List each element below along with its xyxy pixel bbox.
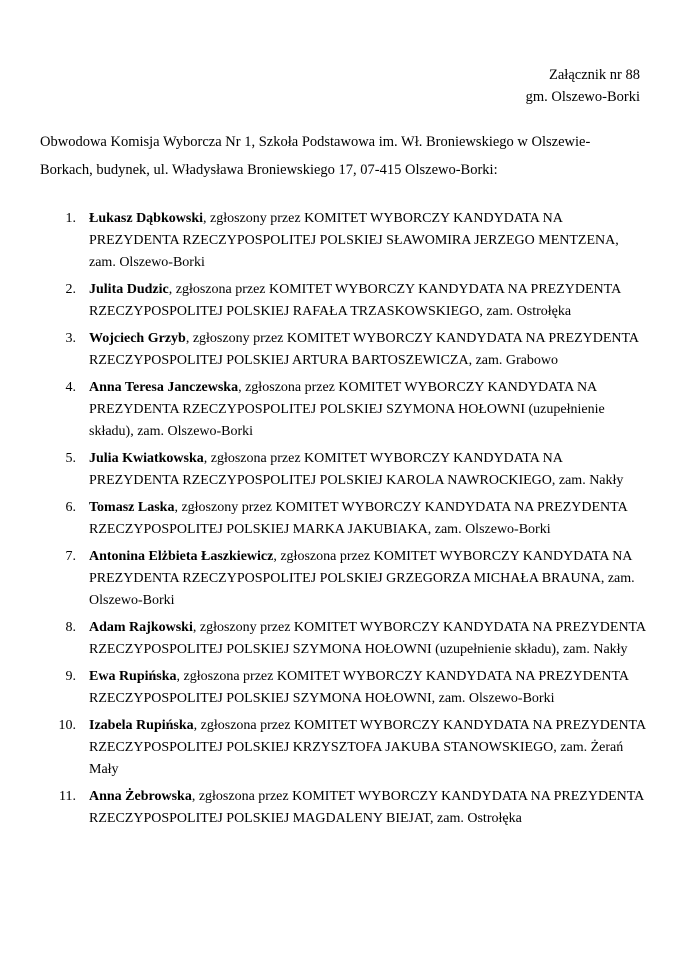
item-number: 3.	[65, 331, 76, 346]
item-text	[89, 328, 649, 372]
item-text	[89, 497, 649, 541]
list-item	[40, 279, 649, 323]
item-number: 11.	[59, 789, 76, 804]
item-text	[89, 377, 649, 443]
member-details: , zgłoszona przez KOMITET WYBORCZY KANDYDATA NA PREZYDENTA RZECZYPOSPOLITEJ POLSKIEJ GRZEGORZA MICHAŁA BRAUNA, zam. Olszewo-Borki	[89, 549, 635, 608]
member-name: Łukasz Dąbkowski	[89, 211, 203, 226]
member-name: Julia Kwiatkowska	[89, 451, 204, 466]
item-number: 5.	[65, 451, 76, 466]
item-number: 9.	[65, 669, 76, 684]
list-item	[40, 208, 649, 274]
item-text	[89, 666, 649, 710]
item-number: 7.	[65, 549, 76, 564]
document-header	[0, 64, 679, 108]
item-number: 4.	[65, 380, 76, 395]
member-details: , zgłoszona przez KOMITET WYBORCZY KANDYDATA NA PREZYDENTA RZECZYPOSPOLITEJ POLSKIEJ KRZYSZTOFA JAKUBA STANOWSKIEGO, zam. Żerań Mały	[89, 718, 646, 777]
list-item	[40, 617, 649, 661]
attachment-label: Załącznik nr 88	[549, 67, 640, 83]
member-details: , zgłoszony przez KOMITET WYBORCZY KANDYDATA NA PREZYDENTA RZECZYPOSPOLITEJ POLSKIEJ MARKA JAKUBIAKA, zam. Olszewo-Borki	[89, 500, 627, 537]
list-item	[40, 786, 649, 830]
item-text	[89, 279, 649, 323]
member-name: Wojciech Grzyb	[89, 331, 186, 346]
member-details: , zgłoszona przez KOMITET WYBORCZY KANDYDATA NA PREZYDENTA RZECZYPOSPOLITEJ POLSKIEJ SZYMONA HOŁOWNI, zam. Olszewo-Borki	[89, 669, 629, 706]
item-text	[89, 208, 649, 274]
municipality-label: gm. Olszewo-Borki	[525, 89, 640, 105]
item-number: 6.	[65, 500, 76, 515]
intro-paragraph: Obwodowa Komisja Wyborcza Nr 1, Szkoła Podstawowa im. Wł. Broniewskiego w Olszewie-Borkach, budynek, ul. Władysława Broniewskiego 17, 07-415 Olszewo-Borki:	[40, 134, 591, 178]
member-name: Anna Teresa Janczewska	[89, 380, 239, 395]
item-text	[89, 715, 649, 781]
member-name: Tomasz Laska	[89, 500, 175, 515]
list-item	[40, 377, 649, 443]
item-number: 1.	[65, 211, 76, 226]
item-number: 10.	[58, 718, 76, 733]
item-number: 8.	[65, 620, 76, 635]
member-details: , zgłoszony przez KOMITET WYBORCZY KANDYDATA NA PREZYDENTA RZECZYPOSPOLITEJ POLSKIEJ ARTURA BARTOSZEWICZA, zam. Grabowo	[89, 331, 639, 368]
member-details: , zgłoszona przez KOMITET WYBORCZY KANDYDATA NA PREZYDENTA RZECZYPOSPOLITEJ POLSKIEJ RAFAŁA TRZASKOWSKIEGO, zam. Ostrołęka	[89, 282, 621, 319]
item-text	[89, 448, 649, 492]
item-text	[89, 617, 649, 661]
member-name: Antonina Elżbieta Łaszkiewicz	[89, 549, 274, 564]
list-item	[40, 497, 649, 541]
member-list	[40, 208, 649, 830]
list-item	[40, 715, 649, 781]
item-text	[89, 786, 649, 830]
list-item	[40, 448, 649, 492]
member-name: Adam Rajkowski	[89, 620, 193, 635]
member-details: , zgłoszony przez KOMITET WYBORCZY KANDYDATA NA PREZYDENTA RZECZYPOSPOLITEJ POLSKIEJ SZYMONA HOŁOWNI (uzupełnienie składu), zam. Nakły	[89, 620, 646, 657]
list-item	[40, 666, 649, 710]
member-details: , zgłoszony przez KOMITET WYBORCZY KANDYDATA NA PREZYDENTA RZECZYPOSPOLITEJ POLSKIEJ SŁAWOMIRA JERZEGO MENTZENA, zam. Olszewo-Borki	[89, 211, 619, 270]
member-name: Izabela Rupińska	[89, 718, 194, 733]
member-details: , zgłoszona przez KOMITET WYBORCZY KANDYDATA NA PREZYDENTA RZECZYPOSPOLITEJ POLSKIEJ SZYMONA HOŁOWNI (uzupełnienie składu), zam. Olszewo-Borki	[89, 380, 605, 439]
member-name: Julita Dudzic	[89, 282, 169, 297]
member-details: , zgłoszona przez KOMITET WYBORCZY KANDYDATA NA PREZYDENTA RZECZYPOSPOLITEJ POLSKIEJ MAGDALENY BIEJAT, zam. Ostrołęka	[89, 789, 644, 826]
list-item	[40, 328, 649, 372]
item-number: 2.	[65, 282, 76, 297]
member-name: Ewa Rupińska	[89, 669, 177, 684]
list-item	[40, 546, 649, 612]
member-name: Anna Żebrowska	[89, 789, 192, 804]
member-details: , zgłoszona przez KOMITET WYBORCZY KANDYDATA NA PREZYDENTA RZECZYPOSPOLITEJ POLSKIEJ KAROLA NAWROCKIEGO, zam. Nakły	[89, 451, 624, 488]
item-text	[89, 546, 649, 612]
